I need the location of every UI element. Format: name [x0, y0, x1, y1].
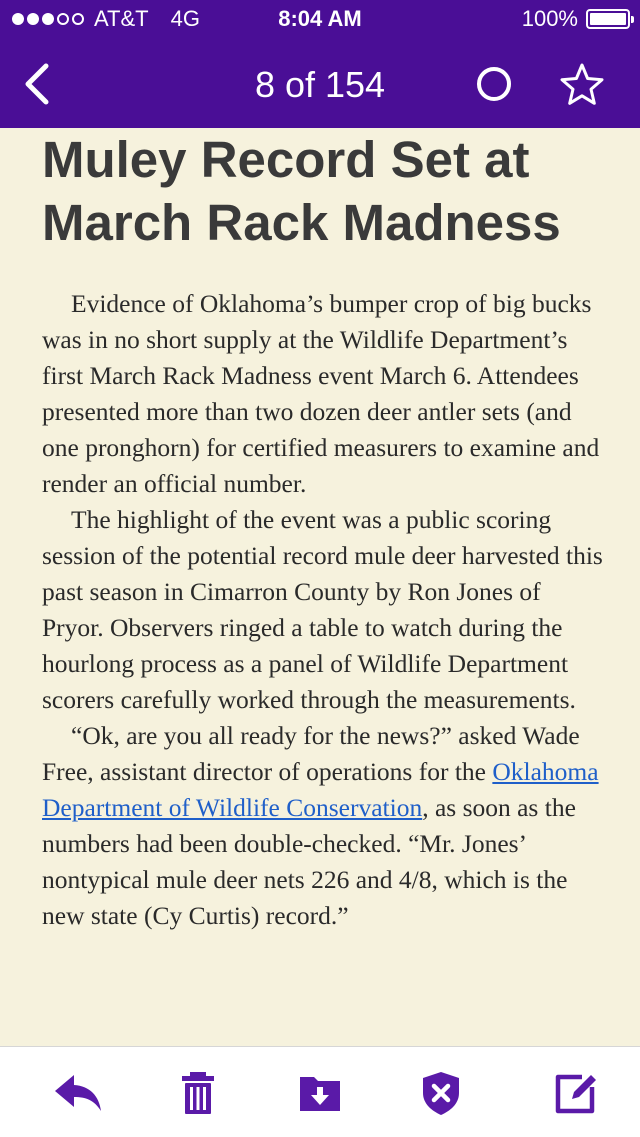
- mark-unread-button[interactable]: [476, 66, 512, 102]
- paragraph-text: , as soon as the numbers had been double-checked. “Mr. Jones’ nontypical mule deer nets 226 and 4/8, which is the new state (Cy Curtis) record.”: [42, 793, 576, 930]
- spam-shield-icon: [417, 1069, 465, 1117]
- article-paragraph: [42, 718, 608, 934]
- compose-icon: [552, 1069, 600, 1117]
- article-paragraph: The highlight of the event was a public scoring session of the potential record mule deer harvested this past season in Cimarron County by Ron Jones of Pryor. Observers ringed a table to watch during the hourlong process as a panel of Wildlife Department scorers carefully worked through the measurements.: [42, 505, 603, 714]
- status-bar: [0, 0, 640, 40]
- circle-icon: [476, 66, 512, 102]
- bottom-toolbar: [0, 1046, 640, 1137]
- battery-info: [522, 6, 630, 32]
- reply-icon: [52, 1069, 104, 1117]
- star-button[interactable]: [560, 62, 604, 106]
- move-button[interactable]: [296, 1069, 344, 1117]
- network-type: 4G: [170, 6, 200, 31]
- message-counter: 8 of 154: [254, 64, 386, 105]
- carrier-name: AT&T: [94, 6, 149, 31]
- status-time: 8:04 AM: [278, 6, 362, 31]
- move-to-folder-icon: [296, 1069, 344, 1117]
- odwc-link[interactable]: Oklahoma Department of Wildlife Conservation: [42, 757, 599, 822]
- article-text: [42, 286, 608, 934]
- star-icon: [560, 62, 604, 106]
- compose-button[interactable]: [552, 1069, 600, 1117]
- trash-icon: [174, 1069, 222, 1117]
- article-paragraph: Evidence of Oklahoma’s bumper crop of big bucks was in no short supply at the Wildlife Department’s first March Rack Madness event March 6. Attendees presented more than two dozen deer antler sets (and one pronghorn) for certified measurers to examine and render an official number.: [42, 289, 600, 498]
- battery-percent: 100%: [521, 6, 578, 31]
- delete-button[interactable]: [174, 1069, 222, 1117]
- battery-icon: [586, 9, 630, 29]
- message-body: [0, 128, 640, 1046]
- article-headline: Muley Record Set at March Rack Madness: [42, 131, 561, 251]
- nav-bar: [0, 40, 640, 128]
- paragraph-text: “Ok, are you all ready for the news?” asked Wade Free, assistant director of operations for the: [42, 721, 580, 786]
- reply-button[interactable]: [52, 1069, 100, 1117]
- spam-button[interactable]: [417, 1069, 465, 1117]
